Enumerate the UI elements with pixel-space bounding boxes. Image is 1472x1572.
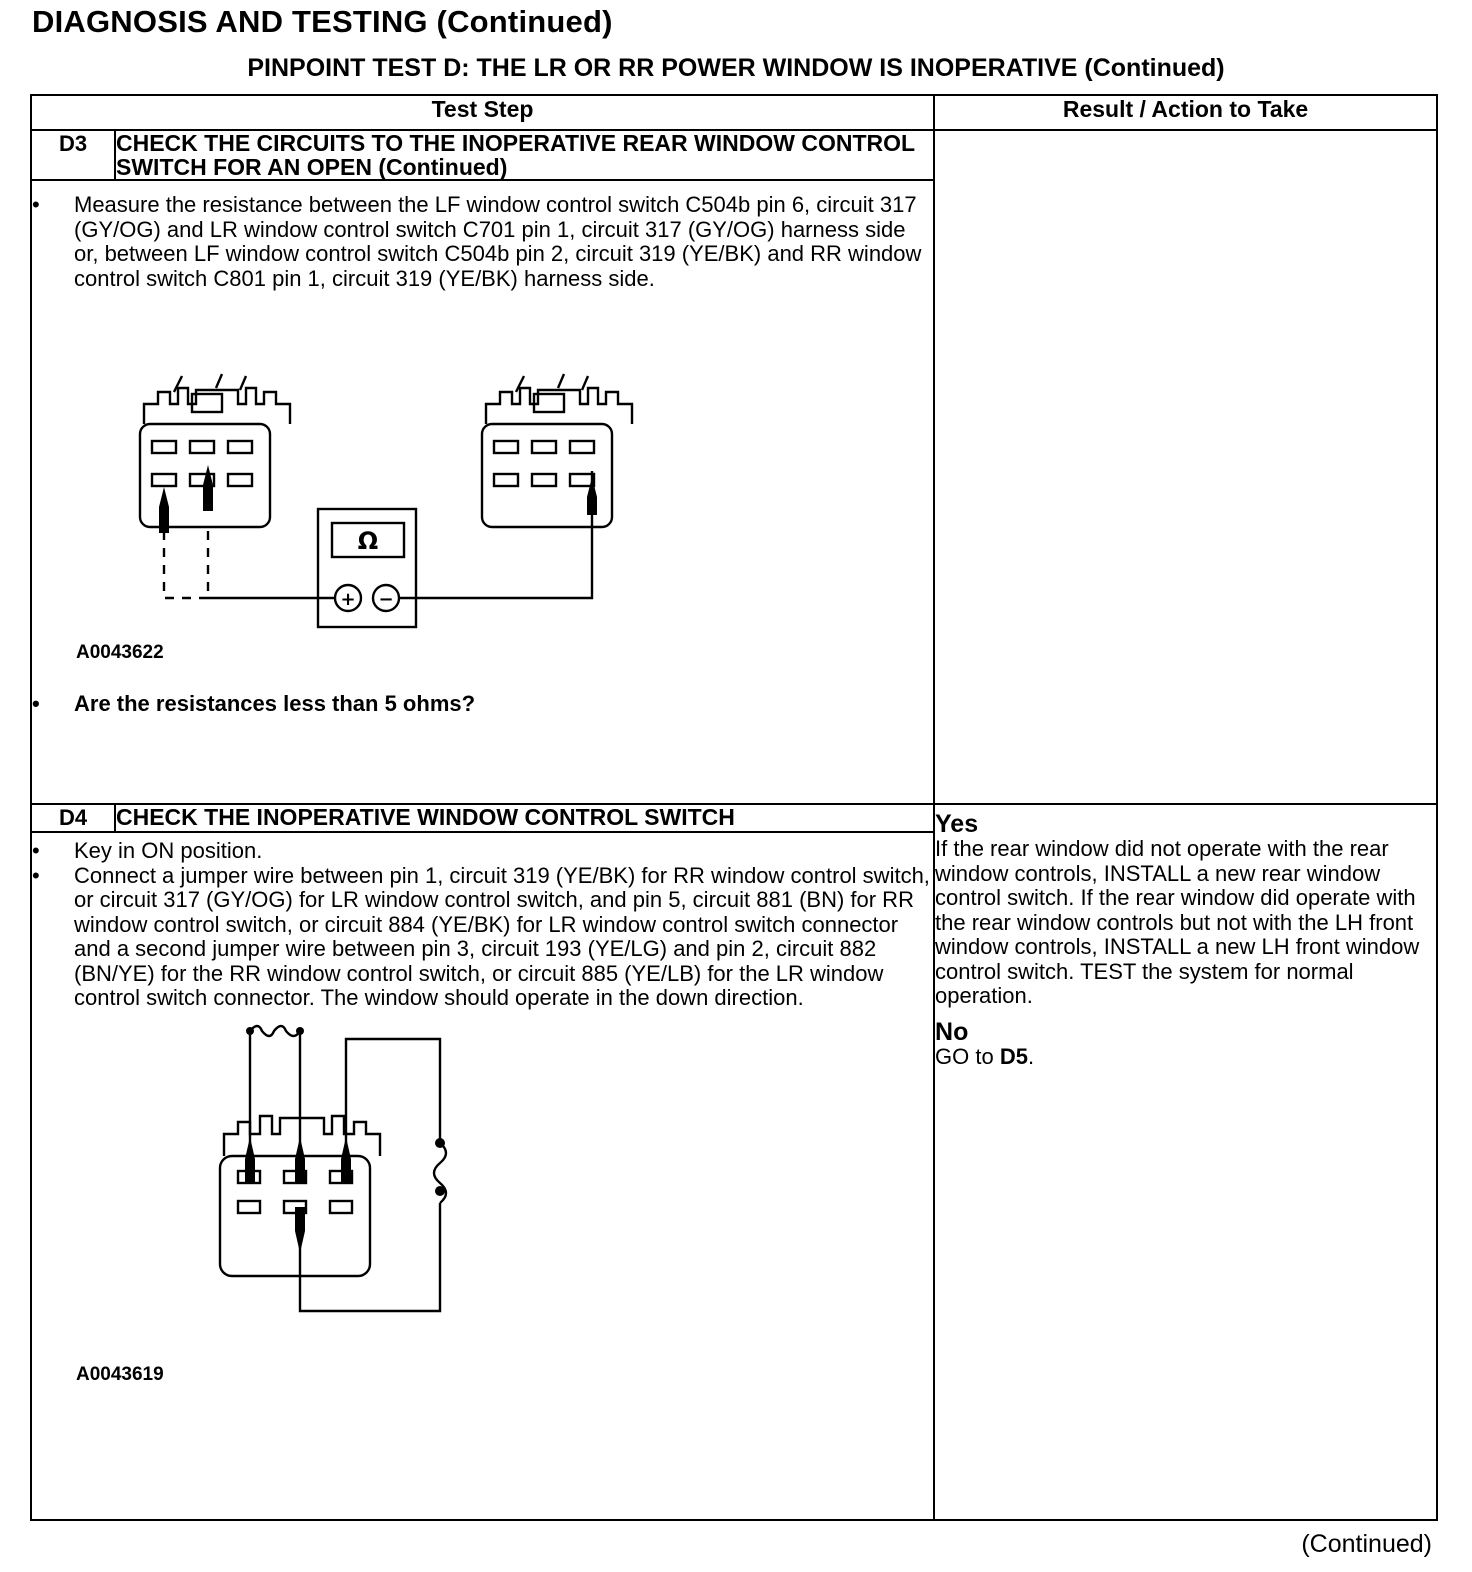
result-no-label: No: [935, 1017, 969, 1046]
resistance-measurement-diagram: [32, 291, 732, 641]
column-header-result: Result / Action to Take: [934, 95, 1437, 130]
result-no-target-step: D5: [999, 1043, 1028, 1069]
result-cell-d3: [934, 130, 1437, 804]
instruction-text: Connect a jumper wire between pin 1, circuit 319 (YE/BK) for RR window control switch, or circuit 317 (GY/OG) for LR window control switch, and pin 5, circuit 881 (BN) for RR window control switch, or circuit 884 (YE/BK) for LR window control switch connector and a second jumper wire between pin 3, circuit 193 (YE/LG) and pin 2, circuit 882 (BN/YE) for the RR window control switch, or circuit 885 (YE/LB) for the LR window control switch connector. The window should operate in the down direction.: [74, 862, 930, 1010]
page-header: DIAGNOSIS AND TESTING (Continued): [32, 4, 613, 39]
jumper-wire-diagram: [32, 1011, 732, 1371]
result-yes-label: Yes: [935, 810, 979, 838]
meter-ohm-symbol: Ω: [357, 527, 379, 555]
step-title-d3: CHECK THE CIRCUITS TO THE INOPERATIVE REAR WINDOW CONTROL SWITCH FOR AN OPEN (Continued): [115, 130, 934, 180]
figure-code-d3: A0043622: [76, 642, 164, 663]
pinpoint-test-table: [30, 94, 1438, 1521]
meter-plus-terminal: +: [340, 589, 356, 610]
instruction-text: Key in ON position.: [74, 838, 263, 863]
instruction-list-d4: [32, 839, 933, 1011]
step-d3-title-row: [31, 130, 1437, 180]
step-id-d4: D4: [31, 804, 115, 832]
result-no-text: [935, 1045, 1436, 1070]
instruction-list-d3: [32, 193, 933, 291]
result-yes-text: If the rear window did not operate with the rear window controls, INSTALL a new rear window control switch. If the rear window did operate with the rear window controls but not with the LH front window controls, INSTALL a new LH front window control switch. TEST the system for normal operation.: [935, 836, 1420, 1008]
rear-switch-connector-diagram: [482, 374, 632, 527]
pinpoint-test-title: PINPOINT TEST D: THE LR OR RR POWER WINDOW IS INOPERATIVE (Continued): [247, 54, 1225, 82]
result-cell-d4: [934, 804, 1437, 1520]
instruction-d4-2: [32, 864, 933, 1011]
instruction-d4-1: [32, 839, 933, 864]
step-d4-title-row: [31, 804, 1437, 832]
step-body-d3: [31, 180, 934, 804]
instruction-d3: [32, 193, 933, 291]
continued-footer: (Continued): [1301, 1530, 1432, 1558]
step-body-d4: [31, 832, 934, 1520]
question-d3: [32, 692, 933, 717]
question-text: Are the resistances less than 5 ohms?: [74, 690, 476, 716]
figure-code-d4: A0043619: [76, 1363, 164, 1385]
result-no-end: .: [1027, 1043, 1035, 1069]
result-no-action: GO to: [935, 1043, 994, 1069]
column-header-test-step: Test Step: [31, 95, 934, 130]
question-list-d3: [32, 692, 933, 717]
instruction-text: Measure the resistance between the LF window control switch C504b pin 6, circuit 317 (GY/OG) and LR window control switch C701 pin 1, circuit 317 (GY/OG) harness side or, between LF window control switch C504b pin 2, circuit 319 (YE/BK) and RR window control switch C801 pin 1, circuit 319 (YE/BK) harness side.: [74, 192, 922, 291]
step-id-d3: D3: [31, 130, 115, 180]
step-title-d4: CHECK THE INOPERATIVE WINDOW CONTROL SWITCH: [115, 804, 934, 832]
header-row: [31, 95, 1437, 130]
jumper-wire-1: [250, 1026, 300, 1036]
meter-minus-terminal: −: [378, 589, 394, 610]
